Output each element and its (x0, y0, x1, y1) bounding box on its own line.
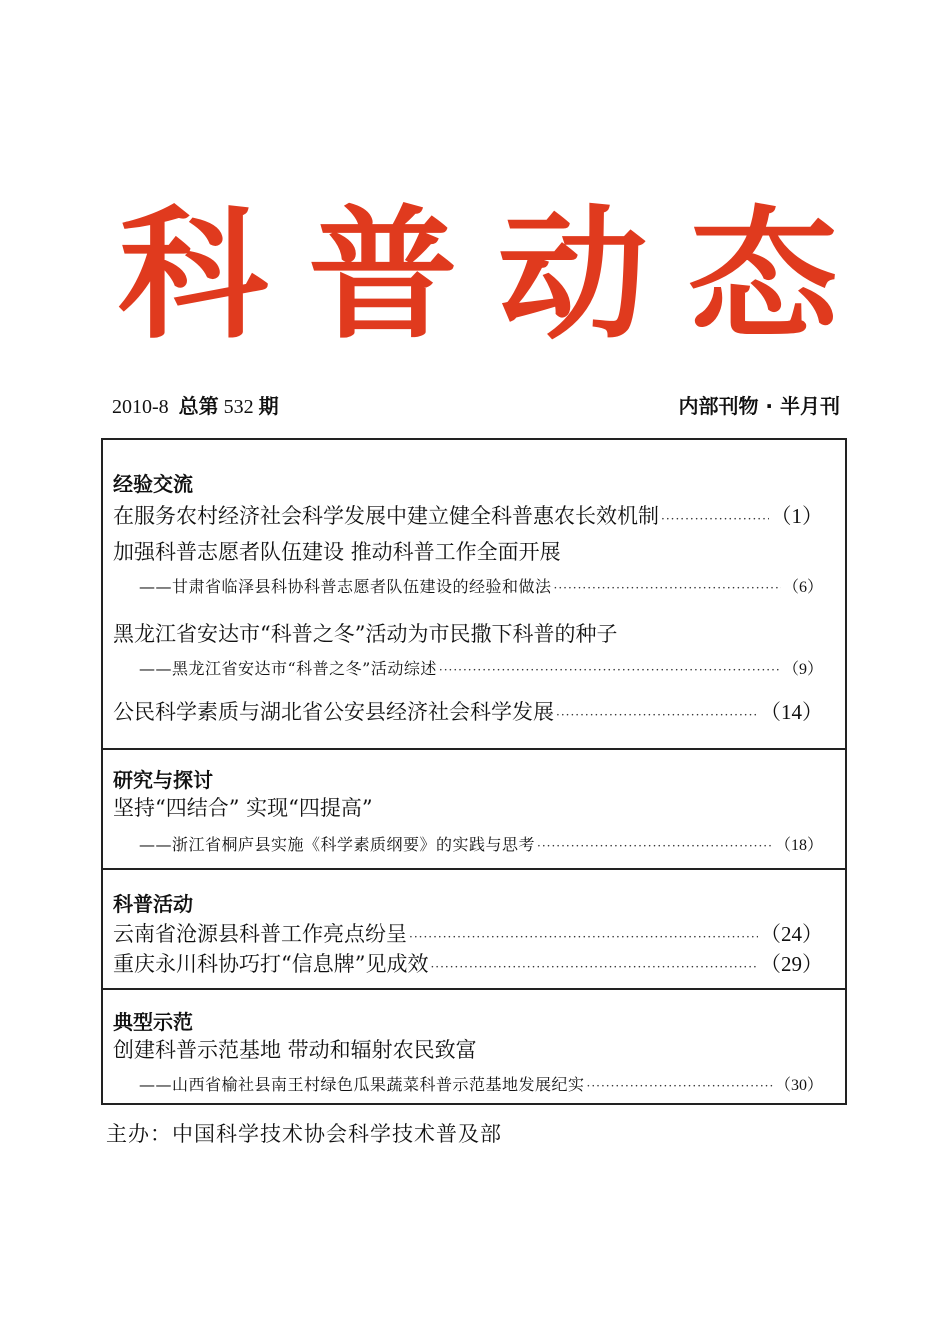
masthead-char: 动 (497, 193, 648, 359)
toc-subentry[interactable] (139, 574, 823, 597)
leader-dots (537, 839, 773, 853)
masthead-char: 普 (307, 193, 458, 359)
issue-number: 532 (223, 396, 254, 418)
entry-subtitle: ——浙江省桐庐县实施《科学素质纲要》的实践与思考 (139, 835, 536, 854)
entry-subtitle: ——黑龙江省安达市“科普之冬”活动综述 (139, 659, 437, 678)
issue-date: 2010-8 (112, 396, 169, 418)
toc-subentry[interactable] (139, 832, 823, 855)
section-title: 典型示范 (113, 1010, 193, 1034)
entry-title: 公民科学素质与湖北省公安县经济社会科学发展 (113, 700, 554, 724)
leader-dots (554, 581, 781, 595)
toc-section (103, 440, 845, 748)
entry-page: （29） (760, 952, 823, 976)
issue-info (112, 390, 279, 419)
circulation-label: 内部刊物 · 半月刊 (678, 394, 840, 418)
entry-page: （1） (770, 504, 823, 528)
sponsor-line: 主办：中国科学技术协会科学技术普及部 (106, 1122, 502, 1146)
toc-subentry[interactable] (139, 656, 823, 679)
section-title: 研究与探讨 (113, 768, 213, 792)
entry-title: 坚持“四结合” 实现“四提高” (113, 796, 373, 820)
section-title: 科普活动 (113, 892, 193, 916)
toc-entry[interactable] (113, 792, 823, 822)
toc-subentry[interactable] (139, 1072, 823, 1095)
masthead-title (118, 193, 838, 359)
entry-title: 黑龙江省安达市“科普之冬”活动为市民撒下科普的种子 (113, 622, 618, 646)
masthead-char: 科 (118, 193, 269, 359)
leader-dots (409, 930, 758, 944)
toc-entry[interactable] (113, 948, 823, 978)
leader-dots (587, 1079, 773, 1093)
entry-title: 创建科普示范基地 带动和辐射农民致富 (113, 1038, 477, 1062)
leader-dots (556, 708, 758, 722)
toc-entry[interactable] (113, 500, 823, 530)
table-of-contents (101, 438, 847, 1105)
toc-entry[interactable] (113, 536, 823, 566)
entry-page: （9） (782, 661, 823, 678)
leader-dots (661, 512, 769, 526)
entry-page: （14） (760, 700, 823, 724)
issue-total-label: 总第 (178, 394, 219, 418)
entry-subtitle: ——甘肃省临泽县科协科普志愿者队伍建设的经验和做法 (139, 577, 552, 596)
entry-title: 重庆永川科协巧打“信息牌”见成效 (113, 952, 429, 976)
entry-page: （6） (782, 579, 823, 596)
toc-entry[interactable] (113, 618, 823, 648)
leader-dots (439, 663, 781, 677)
toc-section (103, 868, 845, 988)
entry-title: 云南省沧源县科普工作亮点纷呈 (113, 922, 407, 946)
toc-entry[interactable] (113, 1034, 823, 1064)
toc-entry[interactable] (113, 918, 823, 948)
section-title: 经验交流 (113, 472, 193, 496)
toc-section (103, 988, 845, 1103)
entry-title: 加强科普志愿者队伍建设 推动科普工作全面开展 (113, 540, 561, 564)
toc-entry[interactable] (113, 696, 823, 726)
entry-page: （24） (760, 922, 823, 946)
entry-title: 在服务农村经济社会科学发展中建立健全科普惠农长效机制 (113, 504, 659, 528)
toc-section (103, 748, 845, 868)
leader-dots (430, 960, 758, 974)
issue-suffix: 期 (258, 394, 279, 418)
entry-page: （18） (774, 837, 823, 854)
entry-page: （30） (774, 1077, 823, 1094)
entry-subtitle: ——山西省榆社县南王村绿色瓜果蔬菜科普示范基地发展纪实 (139, 1075, 585, 1094)
masthead-char: 态 (687, 193, 838, 359)
